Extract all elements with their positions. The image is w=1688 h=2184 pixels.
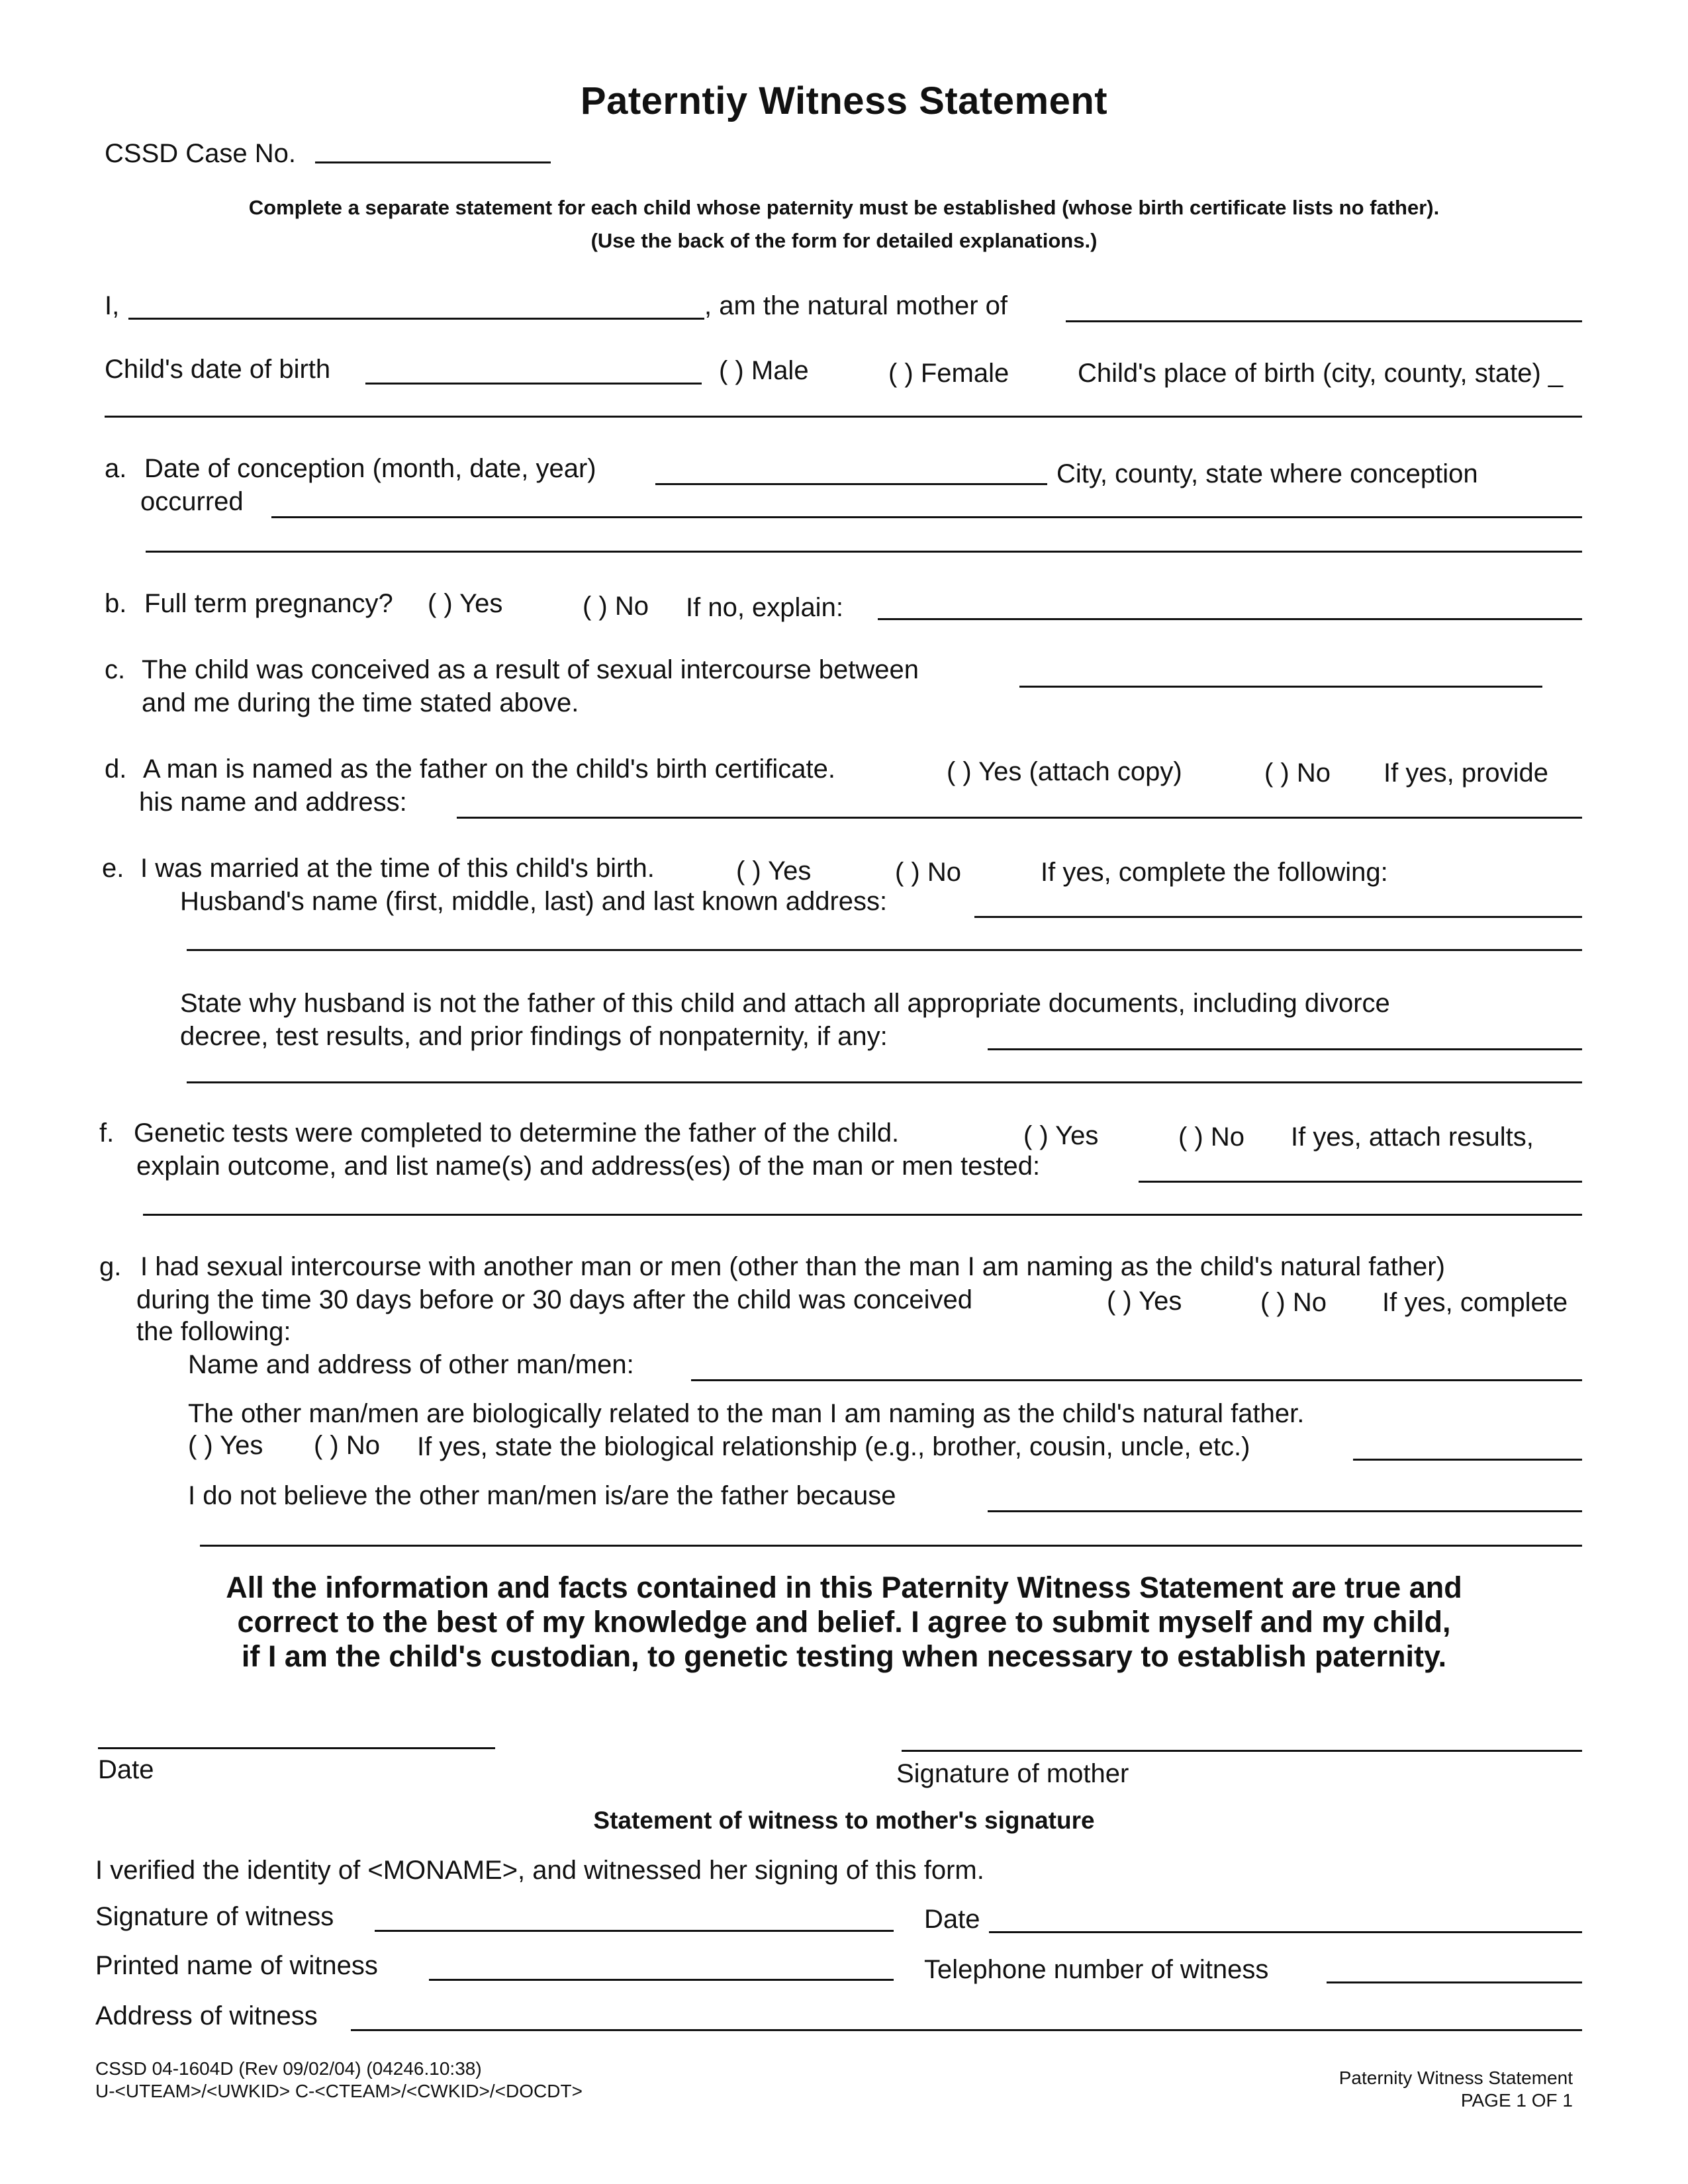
mother-date-field[interactable]	[98, 1747, 495, 1749]
child-place-label: Child's place of birth (city, county, state) _	[1078, 359, 1564, 388]
husband-name-field[interactable]	[974, 916, 1582, 918]
certification-line-3: if I am the child's custodian, to genetic testing when necessary to establish paternity.	[241, 1639, 1447, 1673]
birth-cert-no-checkbox[interactable]: ( ) No	[1264, 758, 1331, 788]
footer-page: PAGE 1 OF 1	[1460, 2090, 1573, 2111]
witness-heading: Statement of witness to mother's signature	[593, 1807, 1095, 1834]
witness-signature-field[interactable]	[375, 1930, 894, 1932]
state-why-field[interactable]	[988, 1048, 1582, 1050]
genetic-tests-line-2: explain outcome, and list name(s) and address(es) of the man or men tested:	[136, 1152, 1041, 1181]
section-f-letter: f.	[99, 1118, 115, 1148]
natural-mother-label: , am the natural mother of	[704, 291, 1008, 320]
genetic-results-field[interactable]	[1139, 1181, 1582, 1183]
full-term-yes-checkbox[interactable]: ( ) Yes	[428, 589, 503, 618]
footer-form-id: CSSD 04-1604D (Rev 09/02/04) (04246.10:38)	[95, 2058, 482, 2079]
conception-place-field-2[interactable]	[146, 551, 1582, 553]
named-father-address-field[interactable]	[457, 817, 1582, 819]
page-title: Paterntiy Witness Statement	[580, 79, 1108, 122]
certification-line-1: All the information and facts contained in this Paternity Witness Statement are true and	[226, 1570, 1462, 1604]
case-no-label: CSSD Case No.	[105, 139, 296, 168]
birth-cert-line-1: A man is named as the father on the child's birth certificate.	[143, 754, 835, 784]
birth-cert-provide-label: If yes, provide	[1383, 758, 1549, 788]
witness-date-label: Date	[924, 1905, 980, 1934]
witness-verified-text: I verified the identity of <MONAME>, and witnessed her signing of this form.	[95, 1856, 984, 1885]
not-father-field[interactable]	[988, 1510, 1582, 1512]
married-complete-label: If yes, complete the following:	[1041, 858, 1388, 887]
witness-signature-label: Signature of witness	[95, 1902, 334, 1931]
child-dob-label: Child's date of birth	[105, 355, 331, 384]
mother-date-label: Date	[98, 1755, 154, 1784]
footer-form-name: Paternity Witness Statement	[1338, 2068, 1573, 2088]
other-men-name-field[interactable]	[691, 1379, 1582, 1381]
genetic-attach-label: If yes, attach results,	[1291, 1122, 1534, 1152]
conception-date-label: Date of conception (month, date, year)	[144, 454, 596, 483]
child-name-field[interactable]	[1066, 320, 1582, 322]
child-place-field[interactable]	[105, 416, 1582, 418]
mother-signature-field[interactable]	[902, 1750, 1582, 1752]
conceived-line-2: and me during the time stated above.	[142, 688, 579, 717]
other-men-name-label: Name and address of other man/men:	[188, 1350, 634, 1379]
instructions-line-2: (Use the back of the form for detailed explanations.)	[590, 229, 1098, 252]
section-g-letter: g.	[99, 1252, 122, 1281]
not-father-field-2[interactable]	[200, 1545, 1582, 1547]
case-no-field[interactable]	[315, 161, 551, 163]
state-why-line-1: State why husband is not the father of this child and attach all appropriate documents, including divorce	[180, 989, 1390, 1018]
genetic-yes-checkbox[interactable]: ( ) Yes	[1023, 1121, 1099, 1150]
related-line: The other man/men are biologically related to the man I am naming as the child's natural father.	[188, 1399, 1305, 1428]
witness-telephone-label: Telephone number of witness	[924, 1955, 1269, 1984]
mother-signature-label: Signature of mother	[896, 1759, 1129, 1788]
genetic-no-checkbox[interactable]: ( ) No	[1178, 1122, 1244, 1152]
male-checkbox[interactable]: ( ) Male	[719, 356, 809, 385]
witness-date-field[interactable]	[989, 1931, 1582, 1933]
occurred-label: occurred	[140, 487, 244, 516]
footer-codes: U-<UTEAM>/<UWKID> C-<CTEAM>/<CWKID>/<DOCDT>	[95, 2081, 583, 2101]
conception-place-field[interactable]	[271, 516, 1582, 518]
other-men-line-1: I had sexual intercourse with another man or men (other than the man I am naming as the child's natural father)	[140, 1252, 1445, 1281]
birth-cert-line-2: his name and address:	[139, 788, 407, 817]
not-father-label: I do not believe the other man/men is/are the father because	[188, 1481, 896, 1510]
witness-telephone-field[interactable]	[1327, 1981, 1582, 1983]
husband-name-label: Husband's name (first, middle, last) and last known address:	[180, 887, 888, 916]
witness-printed-name-field[interactable]	[429, 1979, 894, 1981]
section-c-letter: c.	[105, 655, 126, 684]
conception-date-field[interactable]	[655, 483, 1047, 485]
explain-label: If no, explain:	[686, 593, 843, 622]
married-line-1: I was married at the time of this child's birth.	[140, 854, 655, 883]
married-no-checkbox[interactable]: ( ) No	[895, 858, 961, 887]
state-why-line-2: decree, test results, and prior findings of nonpaternity, if any:	[180, 1022, 888, 1051]
other-men-line-2: during the time 30 days before or 30 days after the child was conceived	[136, 1285, 972, 1314]
related-yes-checkbox[interactable]: ( ) Yes	[188, 1431, 263, 1460]
married-yes-checkbox[interactable]: ( ) Yes	[736, 856, 812, 886]
conceived-line-1: The child was conceived as a result of sexual intercourse between	[142, 655, 919, 684]
certification-line-2: correct to the best of my knowledge and belief. I agree to submit myself and my child,	[237, 1605, 1451, 1639]
child-dob-field[interactable]	[365, 383, 702, 385]
husband-address-field[interactable]	[187, 949, 1582, 951]
conceived-man-field[interactable]	[1019, 686, 1542, 688]
other-men-no-checkbox[interactable]: ( ) No	[1260, 1288, 1327, 1317]
witness-address-field[interactable]	[351, 2029, 1582, 2031]
other-men-line-3: the following:	[136, 1317, 291, 1346]
state-why-field-2[interactable]	[187, 1081, 1582, 1083]
full-term-no-checkbox[interactable]: ( ) No	[583, 592, 649, 621]
witness-printed-name-label: Printed name of witness	[95, 1951, 378, 1980]
genetic-tests-line-1: Genetic tests were completed to determine the father of the child.	[134, 1118, 900, 1148]
section-e-letter: e.	[102, 854, 124, 883]
birth-cert-yes-checkbox[interactable]: ( ) Yes (attach copy)	[947, 757, 1182, 786]
genetic-results-field-2[interactable]	[143, 1214, 1582, 1216]
conception-city-label: City, county, state where conception	[1056, 459, 1478, 488]
relationship-label: If yes, state the biological relationship (e.g., brother, cousin, uncle, etc.)	[417, 1432, 1250, 1461]
relationship-field[interactable]	[1353, 1459, 1582, 1461]
section-b-letter: b.	[105, 589, 127, 618]
female-checkbox[interactable]: ( ) Female	[888, 359, 1009, 388]
related-no-checkbox[interactable]: ( ) No	[314, 1431, 380, 1460]
mother-name-field[interactable]	[128, 318, 704, 320]
other-men-complete-label: If yes, complete	[1382, 1288, 1568, 1317]
section-a-letter: a.	[105, 454, 127, 483]
section-d-letter: d.	[105, 754, 127, 784]
full-term-explain-field[interactable]	[878, 618, 1582, 620]
full-term-label: Full term pregnancy?	[144, 589, 393, 618]
mother-i-label: I,	[105, 291, 120, 320]
witness-address-label: Address of witness	[95, 2001, 318, 2030]
other-men-yes-checkbox[interactable]: ( ) Yes	[1107, 1287, 1182, 1316]
instructions-line-1: Complete a separate statement for each child whose paternity must be established (whose birth certificate lists no father).	[248, 196, 1440, 219]
